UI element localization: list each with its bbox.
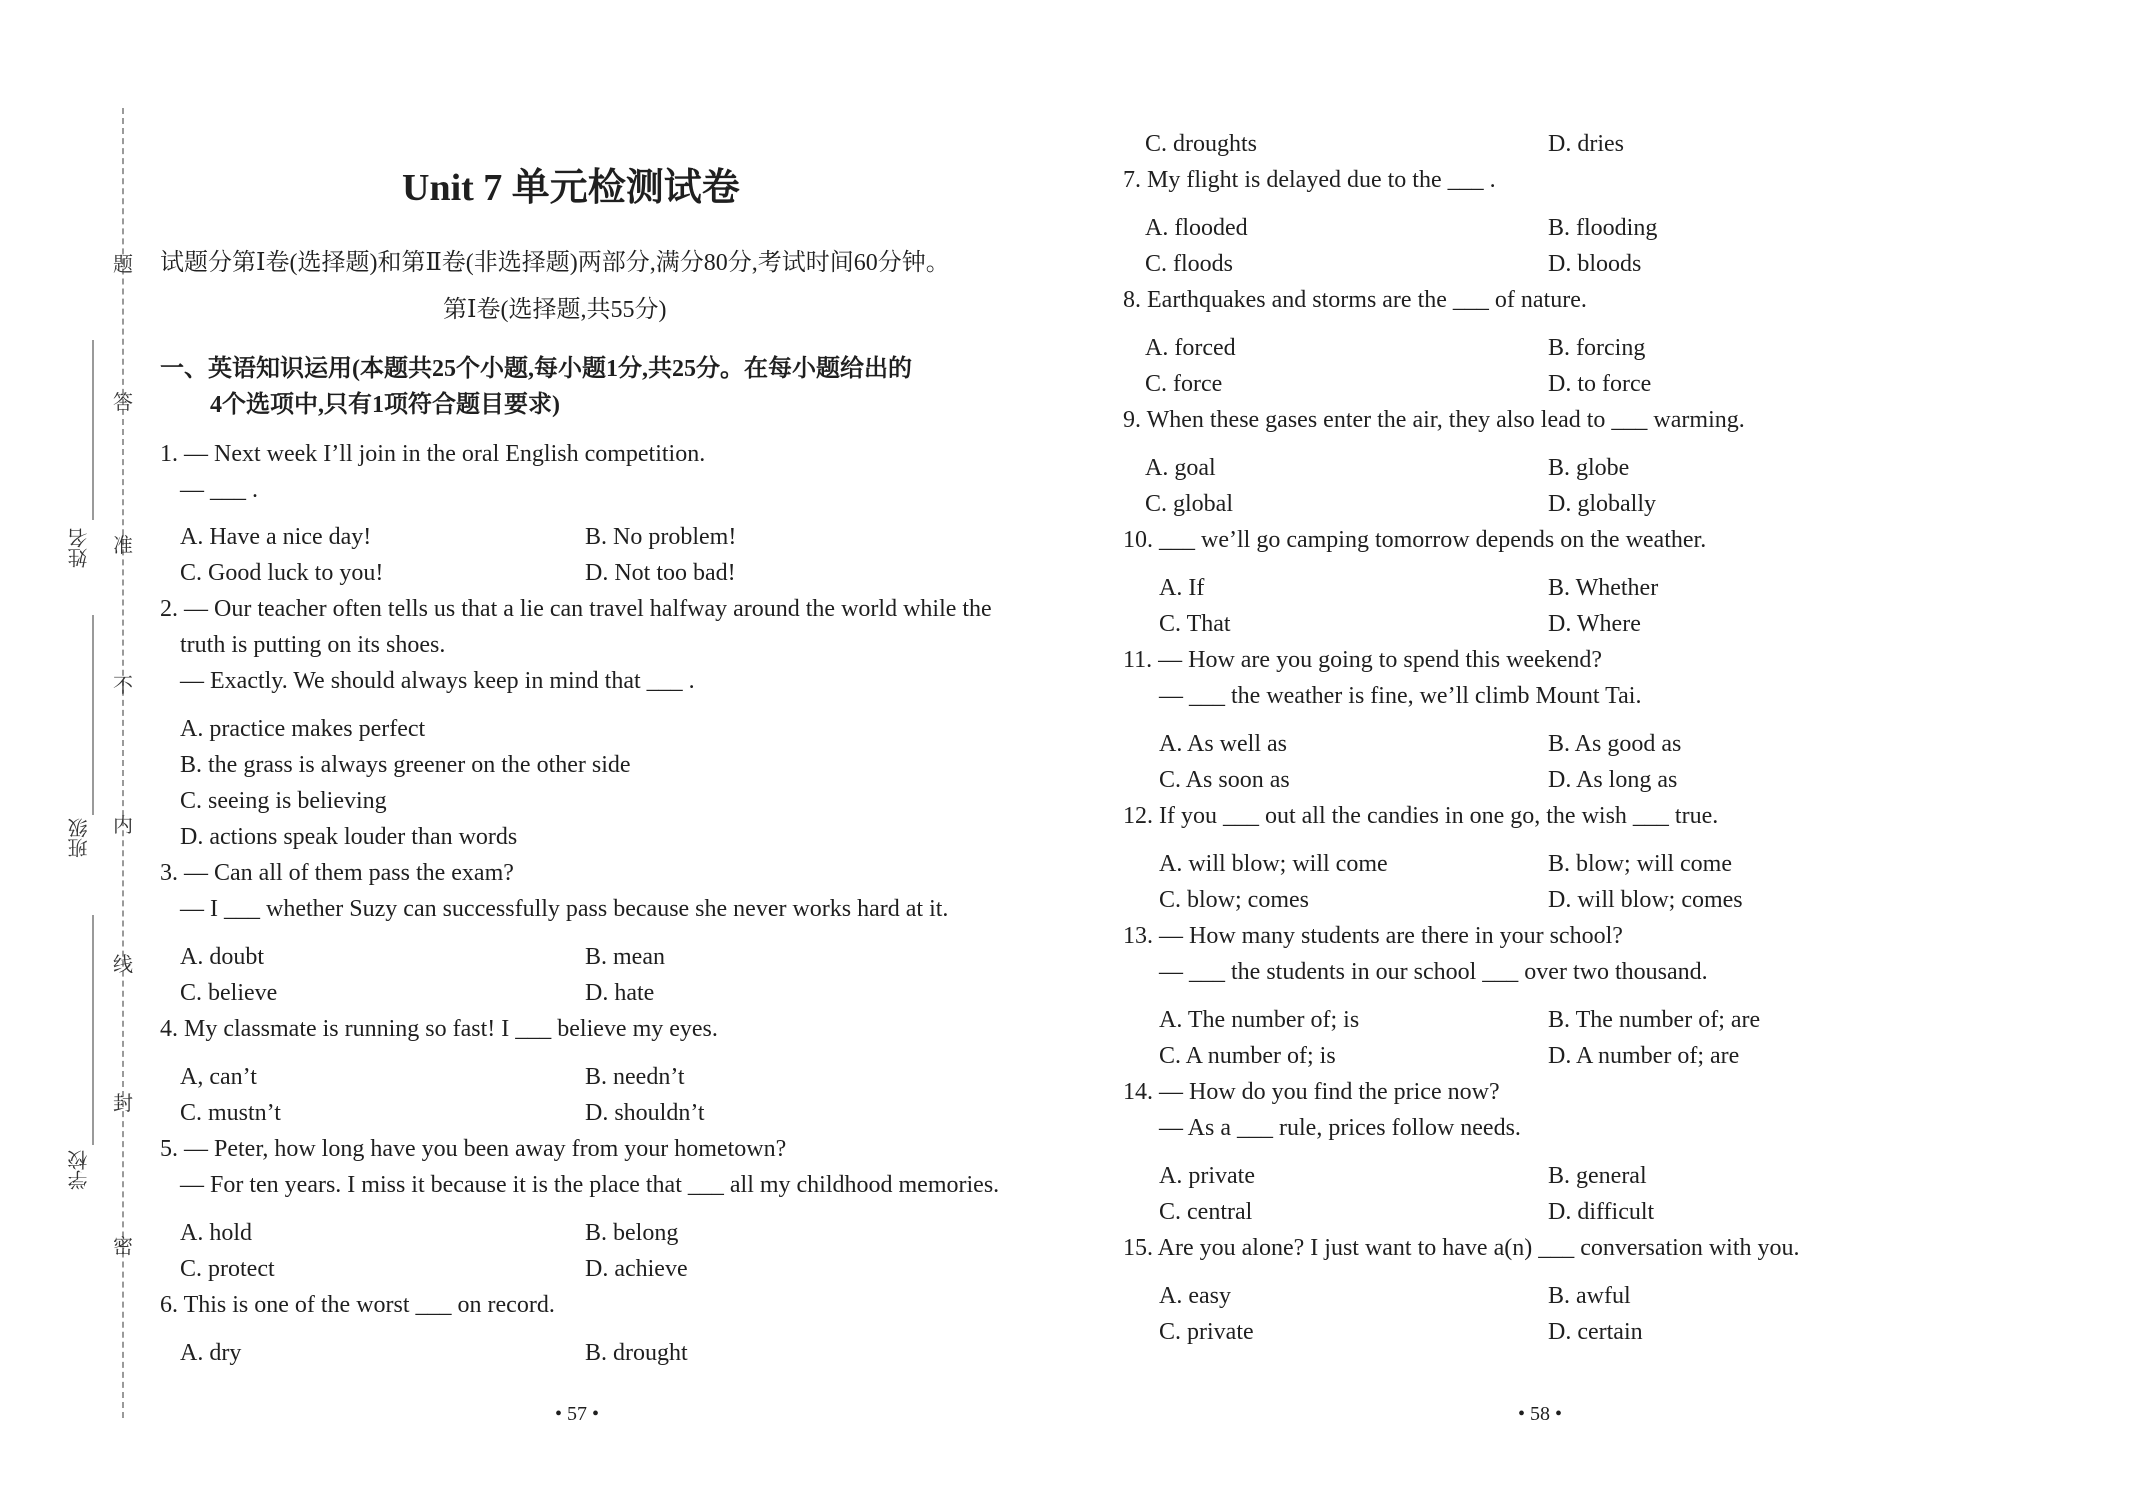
option-a: A. goal [1145, 455, 1216, 481]
question-stem: 2. — Our teacher often tells us that a lie can travel halfway around the world while the [160, 596, 992, 622]
seal-char: 封 [113, 1093, 133, 1115]
option-c: C. believe [180, 980, 278, 1006]
option-a: A. The number of; is [1159, 1007, 1360, 1033]
question-stem: 12. If you ___ out all the candies in one go, the wish ___ true. [1123, 803, 1719, 829]
class-label: 班级 [69, 818, 91, 858]
seal-char: 线 [113, 954, 133, 976]
option-c: C. droughts [1145, 131, 1258, 157]
option-d: D. A number of; are [1548, 1043, 1740, 1069]
option-d: D. hate [585, 980, 655, 1006]
option-d: D. actions speak louder than words [180, 824, 518, 850]
question-line: — I ___ whether Suzy can successfully pass because she never works hard at it. [180, 896, 949, 922]
option-c: C. private [1159, 1319, 1254, 1345]
question-stem: 13. — How many students are there in your school? [1123, 923, 1623, 949]
option-c: C. As soon as [1159, 767, 1290, 793]
option-d: D. bloods [1548, 251, 1642, 277]
option-a: A. private [1159, 1163, 1255, 1189]
option-c: C. mustn’t [180, 1100, 281, 1126]
school-label: 学校 [69, 1150, 91, 1190]
question-stem: 15. Are you alone? I just want to have a(n) ___ conversation with you. [1123, 1235, 1800, 1261]
option-c: C. force [1145, 371, 1223, 397]
option-d: D. to force [1548, 371, 1652, 397]
option-a: A, can’t [180, 1064, 257, 1090]
seal-char: 内 [113, 815, 133, 837]
option-d: D. Not too bad! [585, 560, 736, 586]
option-b: B. belong [585, 1220, 679, 1246]
option-b: B. mean [585, 944, 665, 970]
option-b: B. awful [1548, 1283, 1631, 1309]
option-b: B. Whether [1548, 575, 1659, 601]
seal-char: 题 [113, 254, 133, 276]
question-stem: 9. When these gases enter the air, they also lead to ___ warming. [1123, 407, 1745, 433]
question-stem: 11. — How are you going to spend this weekend? [1123, 647, 1603, 673]
seal-char: 答 [113, 392, 133, 414]
option-a: A. doubt [180, 944, 264, 970]
option-a: A. practice makes perfect [180, 716, 426, 742]
option-a: A. hold [180, 1220, 252, 1246]
option-a: A. easy [1159, 1283, 1231, 1309]
page-title: Unit 7 单元检测试卷 [402, 167, 740, 209]
option-c: C. blow; comes [1159, 887, 1309, 913]
question-stem: 14. — How do you find the price now? [1123, 1079, 1500, 1105]
question-stem: 3. — Can all of them pass the exam? [160, 860, 514, 886]
section-heading: 一、英语知识运用(本题共25个小题,每小题1分,共25分。在每小题给出的 [160, 356, 912, 382]
option-b: B. No problem! [585, 524, 737, 550]
option-a: A. dry [180, 1340, 242, 1366]
question-line: — ___ the weather is fine, we’ll climb Mount Tai. [1159, 683, 1642, 709]
class-field-line [92, 615, 94, 815]
question-stem: 1. — Next week I’ll join in the oral English competition. [160, 441, 706, 467]
option-a: A. flooded [1145, 215, 1248, 241]
question-stem: 4. My classmate is running so fast! I ___ believe my eyes. [160, 1016, 718, 1042]
school-field-line [92, 915, 94, 1145]
option-b: B. forcing [1548, 335, 1646, 361]
option-a: A. Have a nice day! [180, 524, 372, 550]
option-b: B. flooding [1548, 215, 1658, 241]
question-stem: 6. This is one of the worst ___ on record. [160, 1292, 555, 1318]
question-stem: 7. My flight is delayed due to the ___ . [1123, 167, 1496, 193]
question-line: — ___ the students in our school ___ over two thousand. [1159, 959, 1708, 985]
question-stem: 5. — Peter, how long have you been away from your hometown? [160, 1136, 787, 1162]
option-a: A. forced [1145, 335, 1236, 361]
option-b: B. blow; will come [1548, 851, 1732, 877]
option-b: B. globe [1548, 455, 1630, 481]
option-b: B. As good as [1548, 731, 1682, 757]
question-line: truth is putting on its shoes. [180, 632, 446, 658]
option-c: C. global [1145, 491, 1233, 517]
seal-char: 密 [113, 1236, 133, 1258]
option-a: A. will blow; will come [1159, 851, 1388, 877]
option-d: D. globally [1548, 491, 1656, 517]
question-line: — ___ . [180, 477, 258, 503]
section-heading-cont: 4个选项中,只有1项符合题目要求) [210, 392, 560, 418]
question-line: — For ten years. I miss it because it is the place that ___ all my childhood memories. [180, 1172, 1000, 1198]
option-c: C. That [1159, 611, 1231, 637]
option-b: B. The number of; are [1548, 1007, 1761, 1033]
option-d: D. certain [1548, 1319, 1643, 1345]
option-d: D. shouldn’t [585, 1100, 705, 1126]
question-line: — As a ___ rule, prices follow needs. [1159, 1115, 1521, 1141]
page-number-right: • 58 • [1518, 1403, 1563, 1425]
question-stem: 10. ___ we’ll go camping tomorrow depends on the weather. [1123, 527, 1707, 553]
option-d: D. achieve [585, 1256, 688, 1282]
seal-char: 不 [113, 675, 133, 697]
option-c: C. floods [1145, 251, 1234, 277]
name-field-line [92, 340, 94, 520]
question-line: — Exactly. We should always keep in mind that ___ . [180, 668, 695, 694]
page-number-left: • 57 • [555, 1403, 600, 1425]
option-d: D. difficult [1548, 1199, 1655, 1225]
option-d: D. will blow; comes [1548, 887, 1743, 913]
option-b: B. drought [585, 1340, 688, 1366]
question-stem: 8. Earthquakes and storms are the ___ of nature. [1123, 287, 1587, 313]
option-b: B. the grass is always greener on the other side [180, 752, 631, 778]
part-heading: 第Ⅰ卷(选择题,共55分) [443, 297, 667, 323]
option-b: B. general [1548, 1163, 1647, 1189]
option-b: B. needn’t [585, 1064, 685, 1090]
seal-char: 准 [113, 535, 133, 557]
option-d: D. As long as [1548, 767, 1678, 793]
option-c: C. Good luck to you! [180, 560, 384, 586]
option-c: C. seeing is believing [180, 788, 387, 814]
binding-dashed-line [122, 108, 124, 1418]
option-d: D. Where [1548, 611, 1641, 637]
option-c: C. central [1159, 1199, 1253, 1225]
option-a: A. If [1159, 575, 1205, 601]
option-c: C. protect [180, 1256, 275, 1282]
option-c: C. A number of; is [1159, 1043, 1336, 1069]
option-d: D. dries [1548, 131, 1624, 157]
option-a: A. As well as [1159, 731, 1287, 757]
name-label: 姓名 [69, 528, 91, 568]
exam-intro: 试题分第Ⅰ卷(选择题)和第Ⅱ卷(非选择题)两部分,满分80分,考试时间60分钟。 [160, 250, 950, 276]
